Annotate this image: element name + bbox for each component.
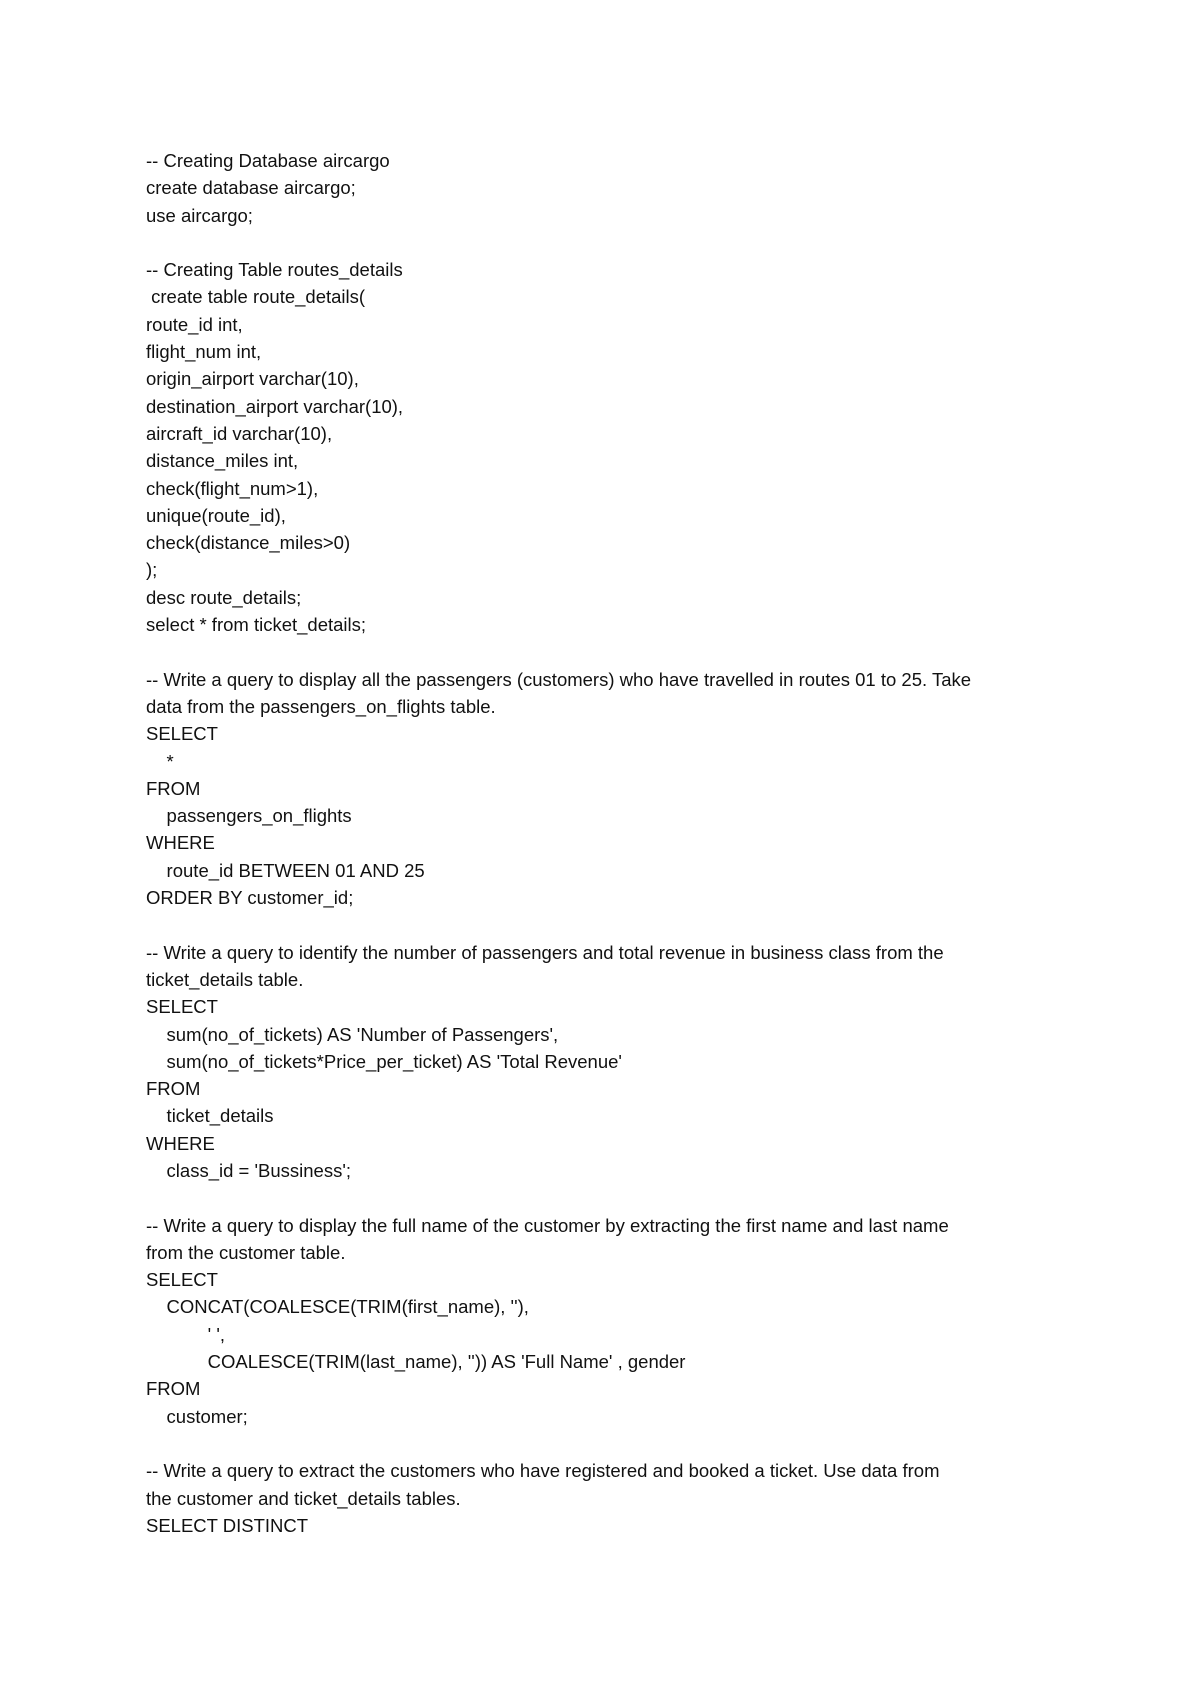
- code-line: check(flight_num>1),: [146, 477, 319, 499]
- code-line: SELECT: [146, 723, 218, 745]
- comment-line: ticket_details table.: [146, 968, 304, 990]
- code-line: class_id = 'Bussiness';: [146, 1159, 351, 1181]
- code-line: );: [146, 559, 158, 581]
- code-line: SELECT DISTINCT: [146, 1514, 309, 1536]
- blank-line: [146, 229, 1146, 256]
- code-line: sum(no_of_tickets*Price_per_ticket) AS 'Total Revenue': [146, 1050, 622, 1072]
- comment-line: the customer and ticket_details tables.: [146, 1487, 461, 1509]
- document-page: [146, 147, 1146, 1539]
- blank-line: [146, 638, 1146, 665]
- blank-line: [146, 911, 1146, 938]
- code-line: desc route_details;: [146, 586, 302, 608]
- code-line: origin_airport varchar(10),: [146, 368, 359, 390]
- comment-line: -- Write a query to display all the passengers (customers) who have travelled in routes 01 to 25. Take: [146, 668, 972, 690]
- code-line: WHERE: [146, 832, 215, 854]
- code-line: distance_miles int,: [146, 450, 299, 472]
- code-line: flight_num int,: [146, 341, 262, 363]
- code-line: destination_airport varchar(10),: [146, 395, 404, 417]
- code-line: check(distance_miles>0): [146, 532, 351, 554]
- code-line: COALESCE(TRIM(last_name), '')) AS 'Full Name' , gender: [146, 1351, 686, 1373]
- code-line: create database aircargo;: [146, 177, 356, 199]
- code-line: CONCAT(COALESCE(TRIM(first_name), ''),: [146, 1296, 529, 1318]
- code-line: sum(no_of_tickets) AS 'Number of Passengers',: [146, 1023, 559, 1045]
- code-line: customer;: [146, 1405, 248, 1427]
- comment-line: from the customer table.: [146, 1241, 346, 1263]
- code-line: use aircargo;: [146, 204, 253, 226]
- code-line: unique(route_id),: [146, 504, 286, 526]
- comment-line: data from the passengers_on_flights table.: [146, 695, 496, 717]
- code-line: passengers_on_flights: [146, 805, 352, 827]
- code-line: ticket_details: [146, 1105, 274, 1127]
- comment-line: -- Write a query to identify the number of passengers and total revenue in business class from the: [146, 941, 944, 963]
- code-line: SELECT: [146, 1269, 218, 1291]
- code-line: route_id int,: [146, 313, 243, 335]
- code-line: create table route_details(: [146, 286, 366, 308]
- blank-line: [146, 1430, 1146, 1457]
- comment-line: -- Write a query to display the full name of the customer by extracting the first name and last name: [146, 1214, 949, 1236]
- code-line: FROM: [146, 777, 201, 799]
- code-line: SELECT: [146, 996, 218, 1018]
- code-line: FROM: [146, 1378, 201, 1400]
- code-line: ' ',: [146, 1323, 226, 1345]
- code-line: route_id BETWEEN 01 AND 25: [146, 859, 425, 881]
- code-line: ORDER BY customer_id;: [146, 887, 354, 909]
- code-line: aircraft_id varchar(10),: [146, 422, 333, 444]
- code-line: WHERE: [146, 1132, 215, 1154]
- comment-line: -- Write a query to extract the customers who have registered and booked a ticket. Use data from: [146, 1460, 940, 1482]
- blank-line: [146, 1184, 1146, 1211]
- comment-line: -- Creating Database aircargo: [146, 150, 390, 171]
- code-line: select * from ticket_details;: [146, 614, 367, 636]
- code-line: *: [146, 750, 174, 772]
- comment-line: -- Creating Table routes_details: [146, 259, 403, 281]
- code-line: FROM: [146, 1078, 201, 1100]
